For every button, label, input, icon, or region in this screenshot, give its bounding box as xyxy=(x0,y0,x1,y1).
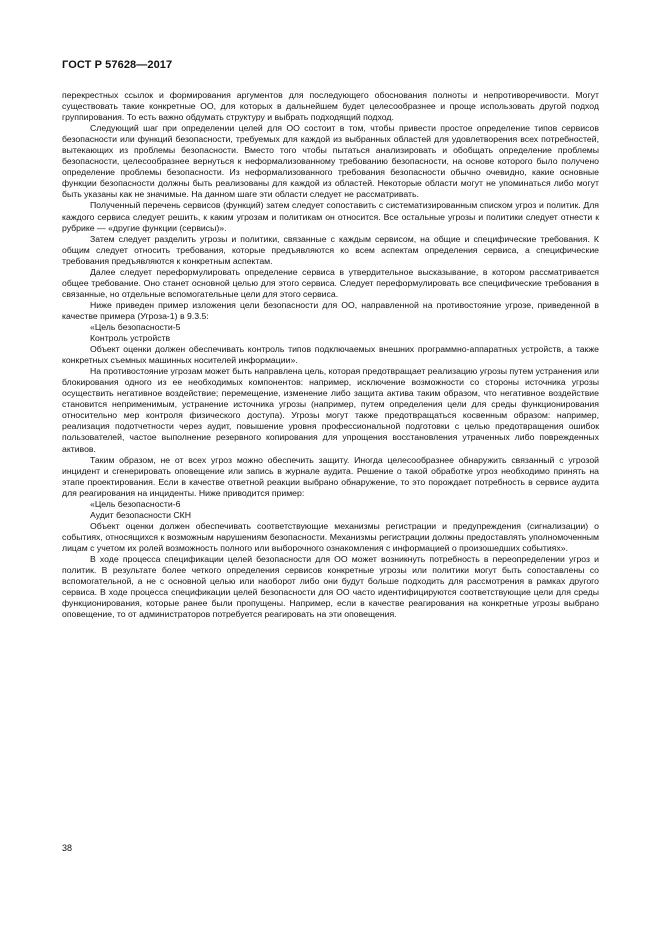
paragraph: Ниже приведен пример изложения цели безопасности для ОО, направленной на противостояние угрозе, приведенной в качестве примера (Угроза-1) в 9.3.5: xyxy=(62,299,599,321)
body-text xyxy=(62,90,599,620)
paragraph: На противостояние угрозам может быть направлена цель, которая предотвращает реализацию угрозы путем устранения или блокирования одного из ее необходимых компонентов: например, исключение возможности со стороны источника угрозы осуществить негативное воздействие; перемещение, изменение либо защита актива таким образом, что негативное воздействие становится неприменимым, устранение источника угрозы (например, путем определения цели для среды функционирования относительно мер контроля физического доступа). Угрозы могут также предотвращаться косвенным образом: например, реализация подотчетности через аудит, повышение уровня профессиональной подготовки с целью предотвращения ошибок пользователей, частое выполнение резервного копирования для упрощения восстановления утраченных либо поврежденных активов. xyxy=(62,366,599,454)
page-number: 38 xyxy=(62,843,73,853)
example-goal-text: Объект оценки должен обеспечивать контроль типов подключаемых внешних программно-аппаратных устройств, а также конкретных съемных машинных носителей информации». xyxy=(62,344,599,366)
paragraph: Следующий шаг при определении целей для ОО состоит в том, чтобы привести простое определение типов сервисов безопасности или функций безопасности, требуемых для каждой из выбранных областей для удовлетворения всех потребностей, вытекающих из проблемы безопасности. Вместо того чтобы пытаться анализировать и обобщать определение проблемы безопасности, целесообразнее вернуться к неформализованному требованию безопасности, на основе которого было получено определение проблемы безопасности. Из неформализованного требования безопасности обычно очевидно, какие основные функции безопасности должны быть реализованы для каждой из областей. Некоторые области могут не упоминаться либо могут быть указаны как не значимые. На данном шаге эти области следует не рассматривать. xyxy=(62,123,599,200)
paragraph: В ходе процесса спецификации целей безопасности для ОО может возникнуть потребность в переопределении угроз и политик. В результате более четкого определения сервисов конкретные угрозы или политики могут быть сопоставлены со вспомогательной, а не с основной целью или наоборот либо они будут больше подходить для рассмотрения в рамках другого сервиса. В ходе процесса спецификации целей безопасности для ОО часто идентифицируются соответствующие цели для среды функционирования, которые ранее были пропущены. Например, если в качестве реагирования на конкретные угрозы выбрано оповещение, то от администраторов потребуется реагировать на эти оповещения. xyxy=(62,553,599,620)
paragraph: Далее следует переформулировать определение сервиса в утвердительное высказывание, в котором рассматривается общее требование. Оно станет основной целью для этого сервиса. Следует переформулировать все специфические требования в связанные, но отдельные вспомогательные цели для этого сервиса. xyxy=(62,266,599,299)
standard-header: ГОСТ Р 57628—2017 xyxy=(62,59,173,71)
paragraph: Полученный перечень сервисов (функций) затем следует сопоставить с систематизированным списком угроз и политик. Для каждого сервиса следует решить, к каким угрозам и политикам он относится. Все остальные угрозы и политики следует отнести к рубрике — «другие функции (сервисы)». xyxy=(62,200,599,233)
example-goal-title: «Цель безопасности-6 xyxy=(90,498,181,509)
example-goal-name: Контроль устройств xyxy=(90,333,171,344)
example-goal-name: Аудит безопасности СКН xyxy=(90,509,192,520)
paragraph: Затем следует разделить угрозы и политики, связанные с каждым сервисом, на общие и специфические требования. К общим следует относить требования, которые предъявляются ко всем аспектам определения сервиса, а специфические требования предъявляются к конкретным аспектам. xyxy=(62,233,599,266)
paragraph: перекрестных ссылок и формирования аргументов для последующего обоснования полноты и непротиворечивости. Могут существовать такие конкретные ОО, для которых в дальнейшем будет целесообразнее и проще использовать другой подход группирования. То есть важно обдумать структуру и выбрать подходящий подход. xyxy=(62,90,599,123)
example-goal-title: «Цель безопасности-5 xyxy=(90,321,181,332)
example-goal-text: Объект оценки должен обеспечивать соответствующие механизмы регистрации и предупреждения (сигнализации) о событиях, относящихся к возможным нарушениям безопасности. Механизмы регистрации должны предоставлять уполномоченным лицам с учетом их ролей возможность полного или выборочного ознакомления с информацией о произошедших событиях». xyxy=(62,520,599,553)
paragraph: Таким образом, не от всех угроз можно обеспечить защиту. Иногда целесообразнее обнаружить связанный с угрозой инцидент и сгенерировать оповещение или запись в журнале аудита. Решение о такой обработке угроз необходимо принять на этапе проектирования. Если в качестве ответной реакции выбрано обнаружение, то это порождает потребность в сервисе аудита для реагирования на инциденты. Ниже приводится пример: xyxy=(62,454,599,498)
